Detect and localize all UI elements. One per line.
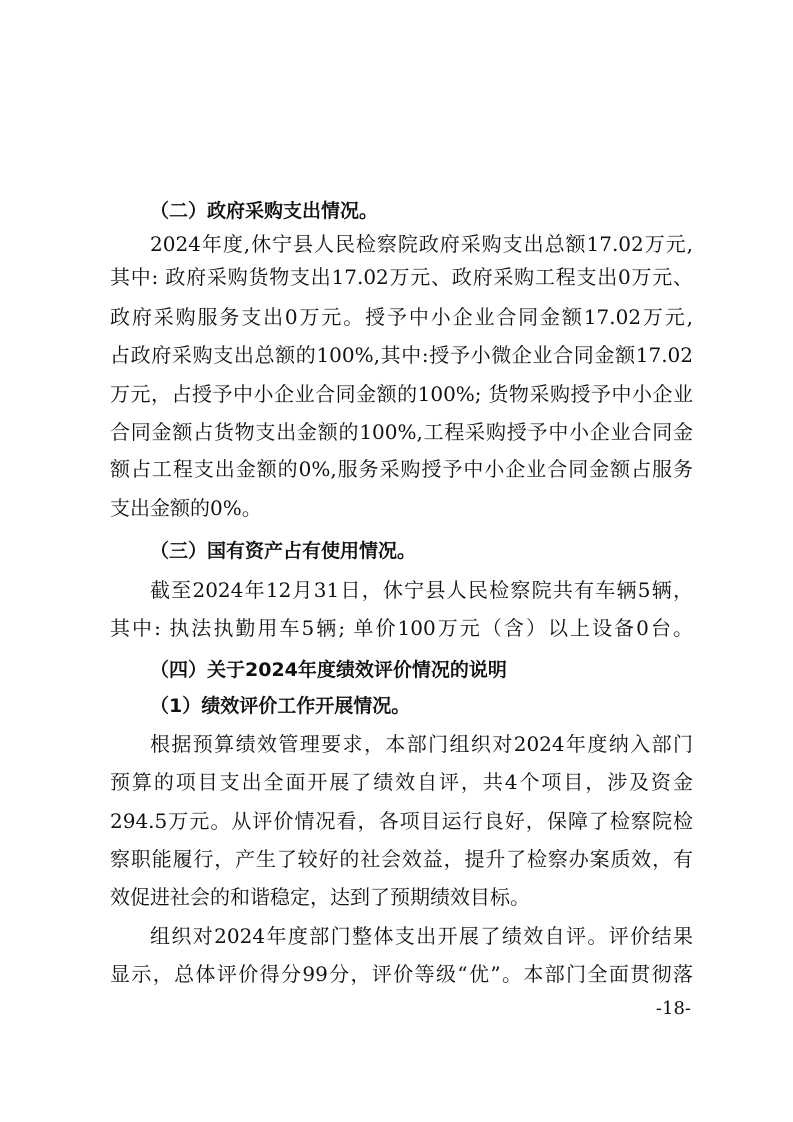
subsection-heading-performance-work: （1）绩效评价工作开展情况。 (150, 695, 411, 717)
paragraph-line: 额占工程支出金额的0%,服务采购授予中小企业合同金额占服务 (110, 457, 693, 481)
section-heading-performance: （四）关于2024年度绩效评价情况的说明 (150, 659, 507, 681)
paragraph-line: 支出金额的0%。 (110, 496, 262, 520)
section-heading-procurement: （二）政府采购支出情况。 (150, 200, 379, 222)
section-heading-assets: （三）国有资产占有使用情况。 (150, 540, 417, 562)
paragraph-line: 根据预算绩效管理要求，本部门组织对2024年度纳入部门 (150, 732, 693, 756)
paragraph-line: 组织对2024年度部门整体支出开展了绩效自评。评价结果 (150, 924, 693, 948)
paragraph-line: 预算的项目支出全面开展了绩效自评，共4个项目，涉及资金 (110, 770, 693, 794)
paragraph-line: 2024年度,休宁县人民检察院政府采购支出总额17.02万元, (150, 232, 693, 256)
paragraph-line: 合同金额占货物支出金额的100%,工程采购授予中小企业合同金 (110, 420, 693, 444)
paragraph-line: 万元，占授予中小企业合同金额的100%; 货物采购授予中小企业 (110, 382, 693, 406)
paragraph-line: 占政府采购支出总额的100%,其中:授予小微企业合同金额17.02 (110, 343, 693, 367)
paragraph-line: 其中: 执法执勤用车5辆; 单价100万元（含）以上设备0台。 (110, 616, 693, 640)
page-number: -18- (655, 998, 691, 1019)
paragraph-line: 效促进社会的和谐稳定，达到了预期绩效目标。 (110, 885, 530, 909)
paragraph-line: 其中: 政府采购货物支出17.02万元、政府采购工程支出0万元、 (110, 265, 693, 289)
paragraph-line: 政府采购服务支出0万元。授予中小企业合同金额17.02万元, (110, 305, 693, 329)
paragraph-line: 截至2024年12月31日，休宁县人民检察院共有车辆5辆， (150, 578, 693, 602)
paragraph-line: 察职能履行，产生了较好的社会效益，提升了检察办案质效，有 (110, 847, 693, 871)
paragraph-line: 显示，总体评价得分99分，评价等级“优”。本部门全面贯彻落 (110, 962, 693, 986)
paragraph-line: 294.5万元。从评价情况看，各项目运行良好，保障了检察院检 (110, 809, 693, 833)
